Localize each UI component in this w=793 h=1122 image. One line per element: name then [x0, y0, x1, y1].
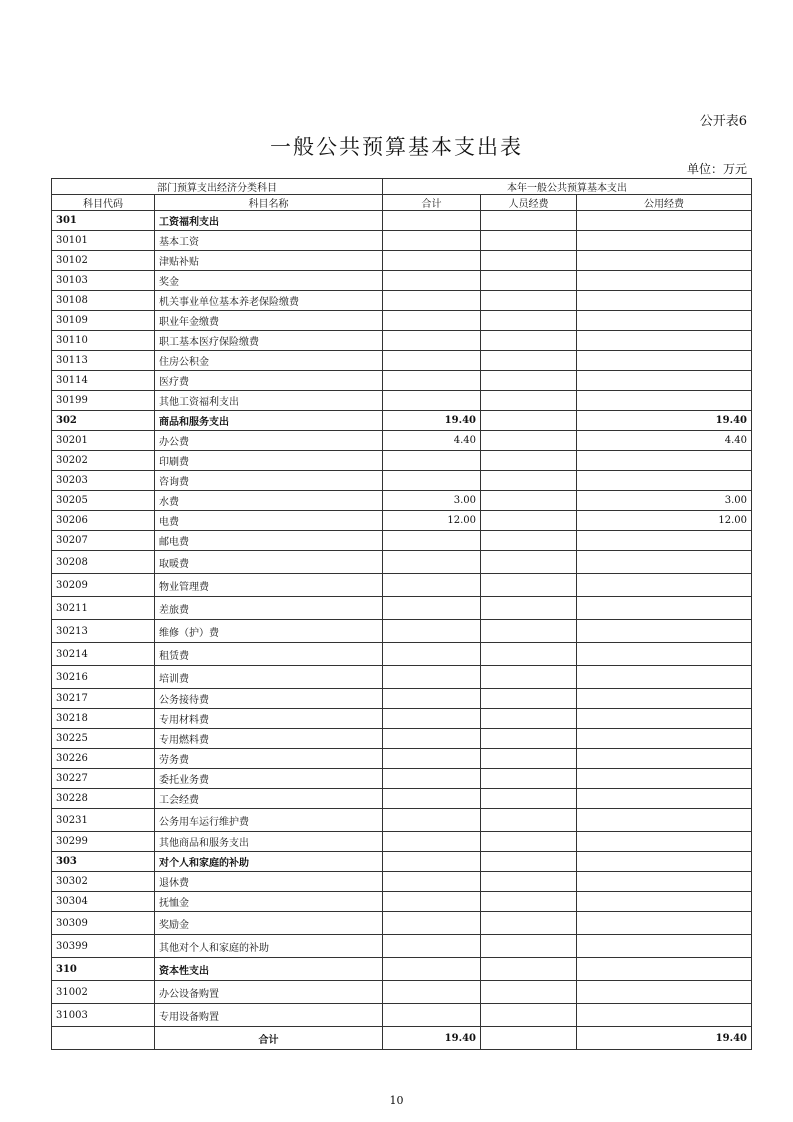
cell-total	[383, 574, 481, 597]
table-row	[52, 531, 752, 551]
table-body	[52, 211, 752, 1027]
cell-personnel	[481, 1004, 577, 1027]
cell-name: 职工基本医疗保险缴费	[155, 331, 383, 351]
cell-total: 19.40	[383, 411, 481, 431]
cell-name: 基本工资	[155, 231, 383, 251]
table-row	[52, 371, 752, 391]
cell-public	[577, 892, 752, 912]
cell-total	[383, 958, 481, 981]
table-row	[52, 749, 752, 769]
cell-personnel	[481, 331, 577, 351]
cell-total	[383, 620, 481, 643]
cell-public	[577, 231, 752, 251]
cell-public	[577, 1004, 752, 1027]
table-row	[52, 689, 752, 709]
table-row	[52, 981, 752, 1004]
cell-personnel	[481, 643, 577, 666]
cell-code: 30207	[52, 531, 155, 551]
cell-public	[577, 709, 752, 729]
cell-code: 303	[52, 852, 155, 872]
cell-total	[383, 709, 481, 729]
cell-personnel	[481, 371, 577, 391]
table-row	[52, 271, 752, 291]
cell-code: 30114	[52, 371, 155, 391]
cell-name: 租赁费	[155, 643, 383, 666]
cell-personnel	[481, 709, 577, 729]
cell-personnel	[481, 491, 577, 511]
cell-public	[577, 271, 752, 291]
cell-public	[577, 331, 752, 351]
cell-public: 3.00	[577, 491, 752, 511]
table-row	[52, 351, 752, 371]
cell-name: 培训费	[155, 666, 383, 689]
cell-code: 30216	[52, 666, 155, 689]
cell-public	[577, 597, 752, 620]
cell-personnel	[481, 291, 577, 311]
cell-public	[577, 371, 752, 391]
cell-name: 退休费	[155, 872, 383, 892]
col-header-total: 合计	[383, 195, 481, 211]
table-row	[52, 832, 752, 852]
cell-name: 印刷费	[155, 451, 383, 471]
cell-name: 抚恤金	[155, 892, 383, 912]
cell-code: 30225	[52, 729, 155, 749]
cell-total	[383, 531, 481, 551]
table-number-label: 公开表6	[699, 114, 747, 129]
cell-total	[383, 789, 481, 809]
cell-personnel	[481, 211, 577, 231]
cell-total: 4.40	[383, 431, 481, 451]
cell-code: 30211	[52, 597, 155, 620]
cell-name: 对个人和家庭的补助	[155, 852, 383, 872]
cell-code: 30102	[52, 251, 155, 271]
cell-public	[577, 311, 752, 331]
cell-personnel	[481, 231, 577, 251]
cell-public	[577, 620, 752, 643]
table-row	[52, 892, 752, 912]
cell-personnel	[481, 551, 577, 574]
cell-total	[383, 749, 481, 769]
total-label: 合计	[155, 1027, 383, 1050]
cell-name: 职业年金缴费	[155, 311, 383, 331]
cell-code: 30214	[52, 643, 155, 666]
cell-name: 办公设备购置	[155, 981, 383, 1004]
cell-personnel	[481, 431, 577, 451]
cell-name: 公务用车运行维护费	[155, 809, 383, 832]
cell-personnel	[481, 666, 577, 689]
cell-name: 差旅费	[155, 597, 383, 620]
budget-table-container	[51, 178, 751, 1050]
cell-total	[383, 311, 481, 331]
cell-name: 公务接待费	[155, 689, 383, 709]
cell-total	[383, 471, 481, 491]
cell-total	[383, 391, 481, 411]
group-header-right: 本年一般公共预算基本支出	[383, 179, 752, 195]
table-row	[52, 451, 752, 471]
cell-public: 12.00	[577, 511, 752, 531]
cell-code: 30109	[52, 311, 155, 331]
cell-total	[383, 231, 481, 251]
cell-name: 其他商品和服务支出	[155, 832, 383, 852]
cell-name: 机关事业单位基本养老保险缴费	[155, 291, 383, 311]
cell-name: 其他对个人和家庭的补助	[155, 935, 383, 958]
cell-personnel	[481, 729, 577, 749]
page-number: 10	[389, 1094, 404, 1107]
table-row	[52, 872, 752, 892]
cell-public	[577, 749, 752, 769]
cell-public	[577, 531, 752, 551]
cell-total	[383, 935, 481, 958]
cell-total	[383, 371, 481, 391]
cell-code: 30228	[52, 789, 155, 809]
column-header-row	[52, 195, 752, 211]
cell-personnel	[481, 872, 577, 892]
table-row	[52, 789, 752, 809]
col-header-name: 科目名称	[155, 195, 383, 211]
cell-code: 30399	[52, 935, 155, 958]
table-row	[52, 597, 752, 620]
cell-code: 30209	[52, 574, 155, 597]
total-row	[52, 1027, 752, 1050]
cell-public	[577, 958, 752, 981]
cell-code: 30101	[52, 231, 155, 251]
page-title: 一般公共预算基本支出表	[270, 135, 523, 159]
cell-public	[577, 935, 752, 958]
table-row	[52, 709, 752, 729]
cell-public	[577, 451, 752, 471]
cell-total	[383, 666, 481, 689]
cell-personnel	[481, 251, 577, 271]
cell-public	[577, 789, 752, 809]
table-row	[52, 511, 752, 531]
cell-total	[383, 689, 481, 709]
cell-code: 30110	[52, 331, 155, 351]
table-row	[52, 331, 752, 351]
cell-personnel	[481, 351, 577, 371]
cell-total	[383, 872, 481, 892]
table-row	[52, 311, 752, 331]
cell-code: 30108	[52, 291, 155, 311]
cell-code: 310	[52, 958, 155, 981]
cell-total: 12.00	[383, 511, 481, 531]
cell-public	[577, 689, 752, 709]
cell-name: 商品和服务支出	[155, 411, 383, 431]
table-row	[52, 1004, 752, 1027]
cell-personnel	[481, 689, 577, 709]
cell-name: 奖金	[155, 271, 383, 291]
cell-total	[383, 729, 481, 749]
table-row	[52, 958, 752, 981]
cell-name: 津贴补贴	[155, 251, 383, 271]
cell-name: 工会经费	[155, 789, 383, 809]
cell-public	[577, 912, 752, 935]
table-row	[52, 809, 752, 832]
table-row	[52, 411, 752, 431]
cell-code: 30199	[52, 391, 155, 411]
cell-personnel	[481, 311, 577, 331]
total-personnel	[481, 1027, 577, 1050]
cell-public	[577, 291, 752, 311]
table-row	[52, 769, 752, 789]
col-header-public: 公用经费	[577, 195, 752, 211]
table-row	[52, 935, 752, 958]
cell-code: 30227	[52, 769, 155, 789]
cell-name: 水费	[155, 491, 383, 511]
cell-public	[577, 832, 752, 852]
cell-public	[577, 852, 752, 872]
cell-total	[383, 981, 481, 1004]
cell-code: 30201	[52, 431, 155, 451]
cell-personnel	[481, 531, 577, 551]
cell-code: 30231	[52, 809, 155, 832]
cell-public	[577, 809, 752, 832]
cell-total	[383, 211, 481, 231]
cell-code: 31002	[52, 981, 155, 1004]
cell-total	[383, 451, 481, 471]
cell-public: 4.40	[577, 431, 752, 451]
cell-personnel	[481, 769, 577, 789]
cell-total	[383, 832, 481, 852]
table-row	[52, 666, 752, 689]
cell-personnel	[481, 471, 577, 491]
cell-name: 专用设备购置	[155, 1004, 383, 1027]
cell-public	[577, 574, 752, 597]
cell-name: 医疗费	[155, 371, 383, 391]
table-row	[52, 431, 752, 451]
total-public: 19.40	[577, 1027, 752, 1050]
cell-public	[577, 351, 752, 371]
cell-total	[383, 291, 481, 311]
cell-total	[383, 351, 481, 371]
budget-table	[51, 178, 752, 1050]
table-row	[52, 643, 752, 666]
cell-code: 30302	[52, 872, 155, 892]
cell-personnel	[481, 809, 577, 832]
cell-personnel	[481, 411, 577, 431]
cell-public	[577, 251, 752, 271]
cell-personnel	[481, 391, 577, 411]
table-row	[52, 852, 752, 872]
cell-total	[383, 551, 481, 574]
cell-code: 31003	[52, 1004, 155, 1027]
total-amount: 19.40	[383, 1027, 481, 1050]
table-row	[52, 551, 752, 574]
cell-code: 30309	[52, 912, 155, 935]
cell-personnel	[481, 574, 577, 597]
cell-name: 电费	[155, 511, 383, 531]
cell-public	[577, 729, 752, 749]
cell-public	[577, 769, 752, 789]
cell-code: 30218	[52, 709, 155, 729]
cell-personnel	[481, 981, 577, 1004]
cell-total	[383, 597, 481, 620]
table-row	[52, 574, 752, 597]
cell-public: 19.40	[577, 411, 752, 431]
cell-personnel	[481, 597, 577, 620]
cell-code: 30113	[52, 351, 155, 371]
table-row	[52, 491, 752, 511]
cell-public	[577, 643, 752, 666]
cell-code: 302	[52, 411, 155, 431]
cell-personnel	[481, 852, 577, 872]
col-header-personnel: 人员经费	[481, 195, 577, 211]
cell-personnel	[481, 620, 577, 643]
total-code-cell	[52, 1027, 155, 1050]
cell-code: 30208	[52, 551, 155, 574]
table-row	[52, 231, 752, 251]
cell-code: 30206	[52, 511, 155, 531]
cell-personnel	[481, 832, 577, 852]
cell-personnel	[481, 511, 577, 531]
cell-name: 其他工资福利支出	[155, 391, 383, 411]
cell-name: 奖励金	[155, 912, 383, 935]
cell-personnel	[481, 749, 577, 769]
cell-code: 30213	[52, 620, 155, 643]
table-row	[52, 251, 752, 271]
cell-total	[383, 251, 481, 271]
cell-personnel	[481, 912, 577, 935]
cell-name: 维修（护）费	[155, 620, 383, 643]
table-row	[52, 729, 752, 749]
table-row	[52, 912, 752, 935]
cell-code: 301	[52, 211, 155, 231]
cell-name: 工资福利支出	[155, 211, 383, 231]
cell-total	[383, 892, 481, 912]
cell-public	[577, 666, 752, 689]
cell-total	[383, 912, 481, 935]
cell-total	[383, 809, 481, 832]
table-row	[52, 291, 752, 311]
cell-code: 30203	[52, 471, 155, 491]
cell-name: 咨询费	[155, 471, 383, 491]
cell-name: 取暖费	[155, 551, 383, 574]
cell-personnel	[481, 958, 577, 981]
cell-public	[577, 551, 752, 574]
cell-code: 30304	[52, 892, 155, 912]
cell-code: 30299	[52, 832, 155, 852]
cell-public	[577, 471, 752, 491]
cell-total	[383, 271, 481, 291]
cell-public	[577, 391, 752, 411]
cell-name: 劳务费	[155, 749, 383, 769]
cell-name: 办公费	[155, 431, 383, 451]
cell-total	[383, 643, 481, 666]
cell-code: 30202	[52, 451, 155, 471]
table-row	[52, 391, 752, 411]
cell-total	[383, 331, 481, 351]
cell-code: 30217	[52, 689, 155, 709]
cell-personnel	[481, 789, 577, 809]
cell-public	[577, 211, 752, 231]
cell-total	[383, 852, 481, 872]
cell-personnel	[481, 935, 577, 958]
cell-name: 邮电费	[155, 531, 383, 551]
table-row	[52, 620, 752, 643]
cell-personnel	[481, 451, 577, 471]
cell-name: 专用材料费	[155, 709, 383, 729]
unit-label: 单位：万元	[686, 162, 747, 176]
table-row	[52, 471, 752, 491]
cell-personnel	[481, 892, 577, 912]
cell-name: 资本性支出	[155, 958, 383, 981]
group-header-row	[52, 179, 752, 195]
cell-total	[383, 1004, 481, 1027]
cell-total: 3.00	[383, 491, 481, 511]
group-header-left: 部门预算支出经济分类科目	[52, 179, 383, 195]
cell-public	[577, 872, 752, 892]
cell-name: 住房公积金	[155, 351, 383, 371]
table-row	[52, 211, 752, 231]
cell-public	[577, 981, 752, 1004]
cell-name: 专用燃料费	[155, 729, 383, 749]
cell-name: 物业管理费	[155, 574, 383, 597]
cell-code: 30226	[52, 749, 155, 769]
cell-code: 30205	[52, 491, 155, 511]
cell-personnel	[481, 271, 577, 291]
col-header-code: 科目代码	[52, 195, 155, 211]
cell-name: 委托业务费	[155, 769, 383, 789]
cell-total	[383, 769, 481, 789]
cell-code: 30103	[52, 271, 155, 291]
